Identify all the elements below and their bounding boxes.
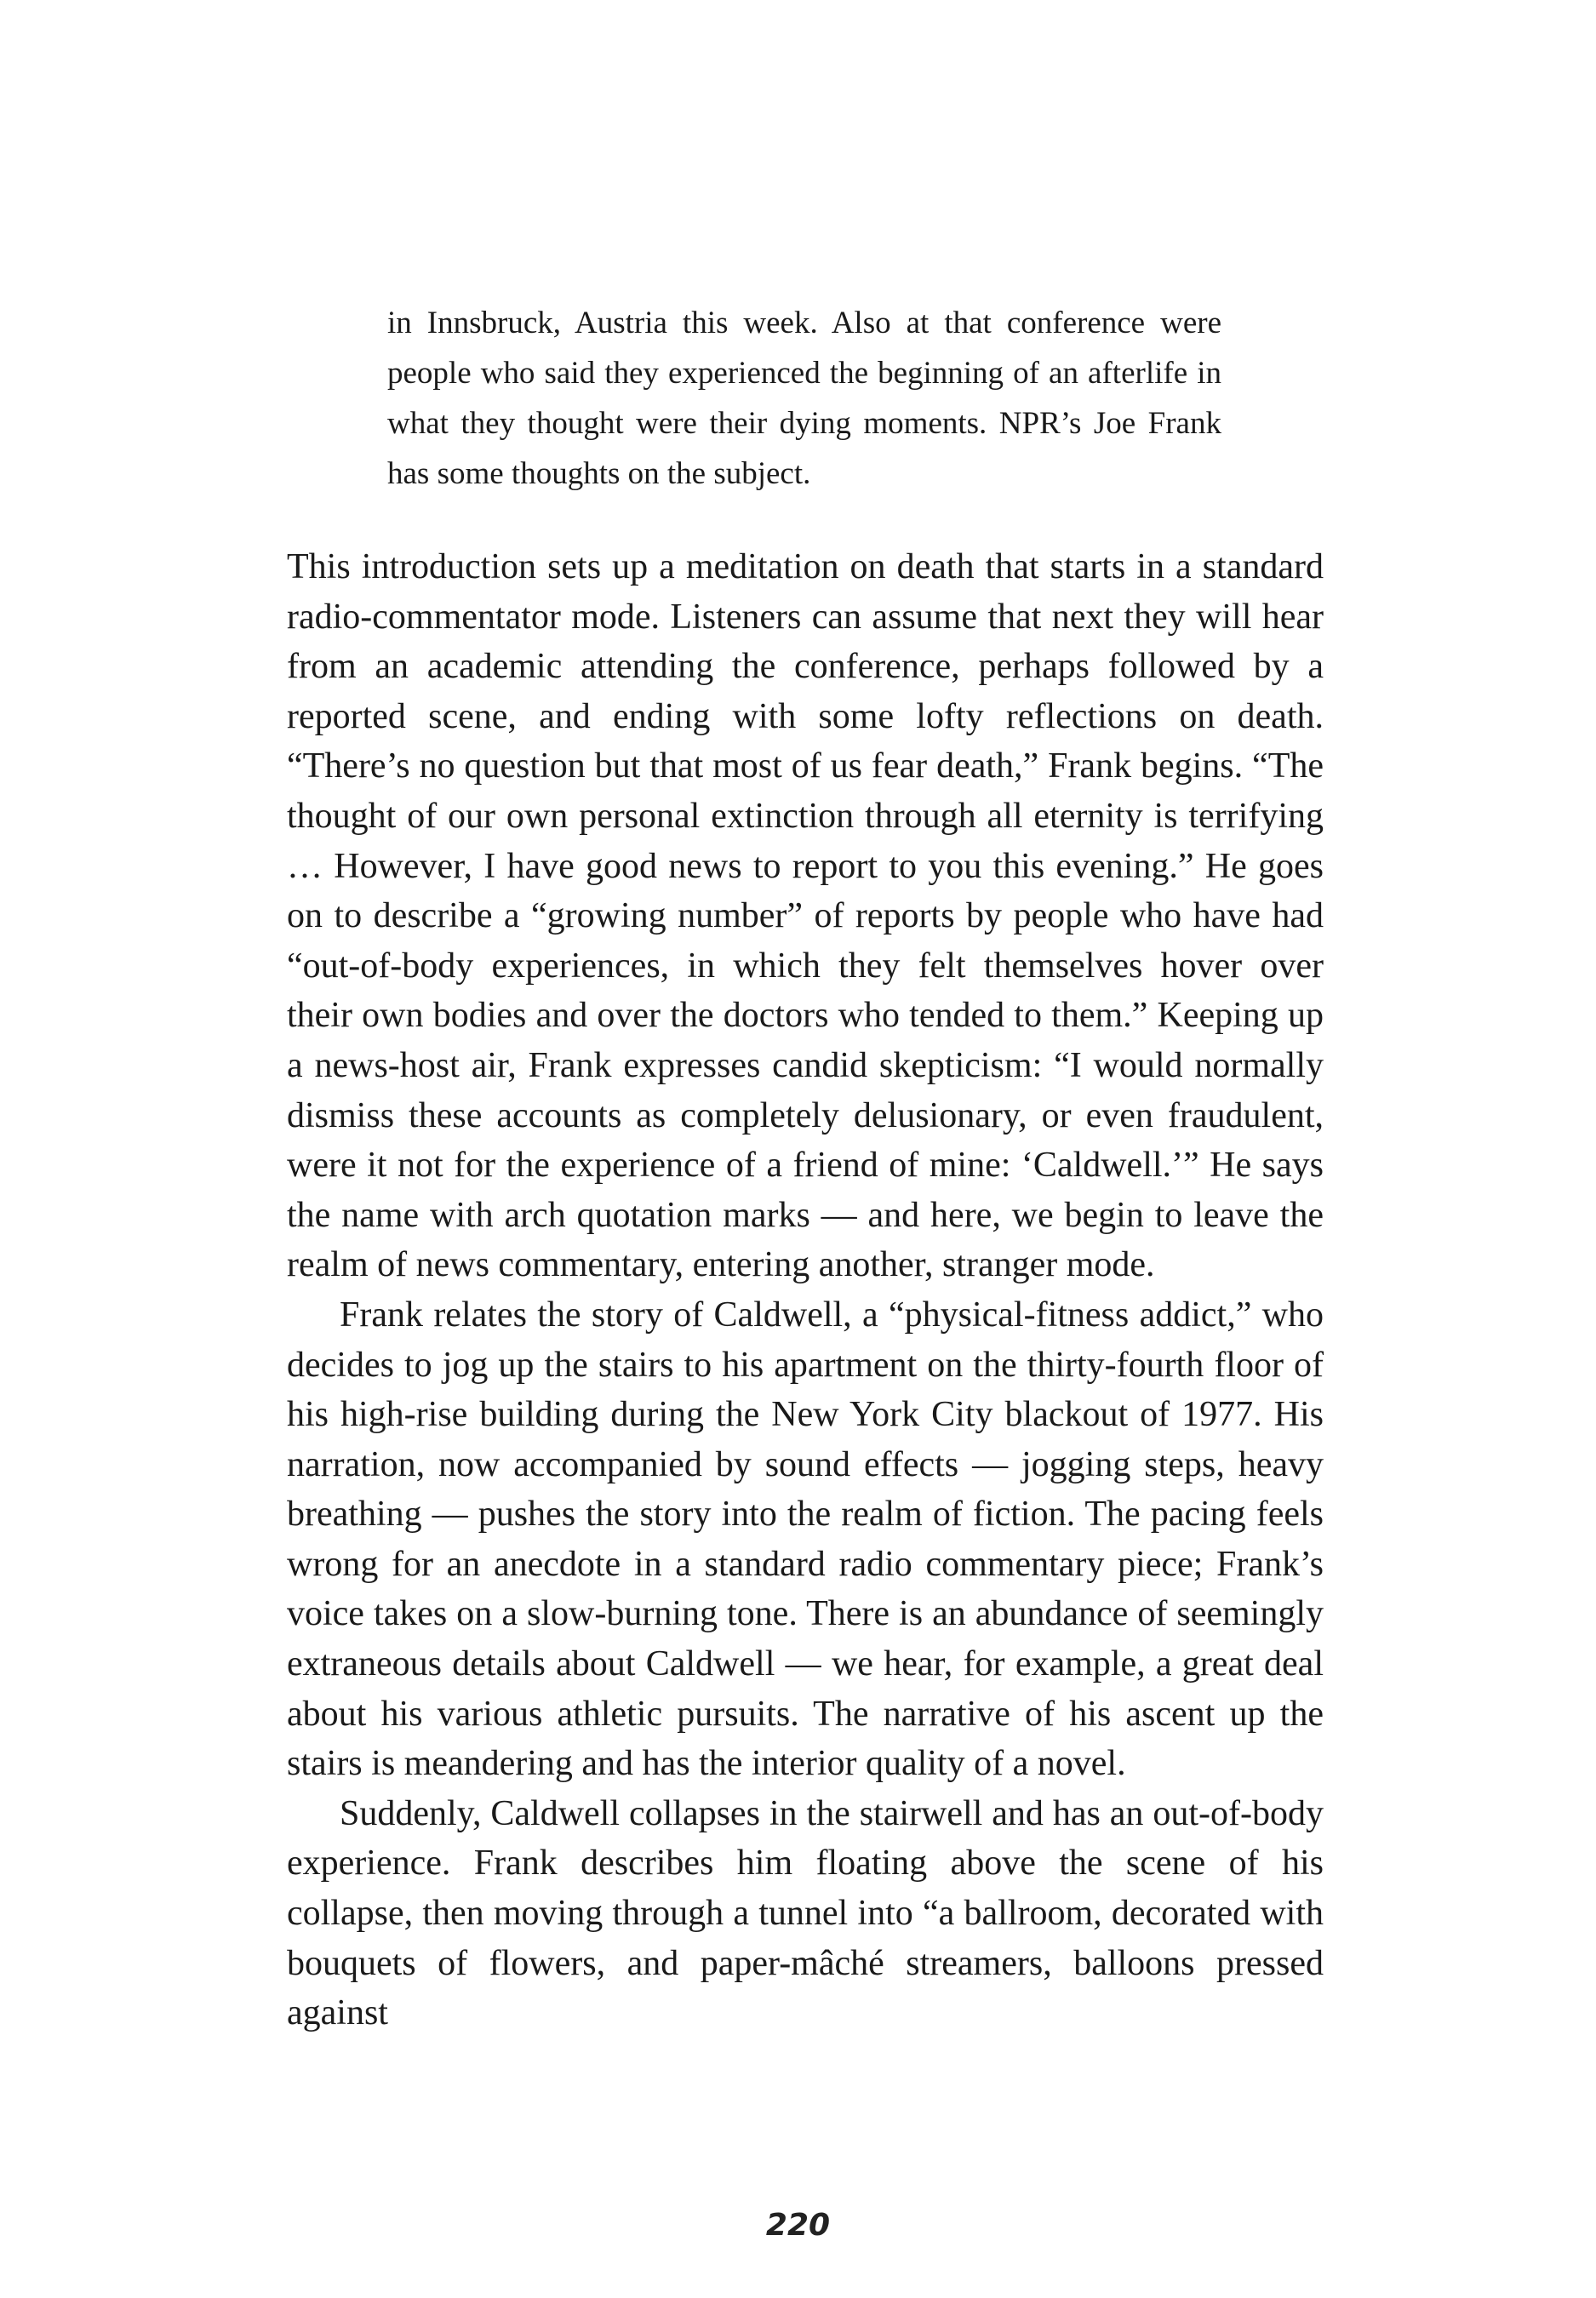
page-number: 220 [765,2208,831,2243]
block-quote-text-after: ’s Joe Frank has some thoughts on the subject. [387,406,1221,491]
paragraph-1: This introduction sets up a meditation on death that starts in a standard radio-commentator mode. Listeners can assume that next they will hear from an academic attending the conference, perhaps followed by a reported scene, and ending with some lofty reflections on death. “There’s no question but that most of us fear death,” Frank begins. “The thought of our own personal extinction through all eternity is terrifying … However, I have good news to report to you this evening.” He goes on to describe a “growing number” of reports by people who have had “out-of-body experiences, in which they felt themselves hover over their own bodies and over the doctors who tended to them.” Keeping up a news-host air, Frank expresses candid skepticism: “I would normally dismiss these accounts as completely delusionary, or even fraudulent, were it not for the experience of a friend of mine: ‘Caldwell.’” He says the name with arch quotation marks — and here, we begin to leave the realm of news commentary, entering another, stranger mode. [287,547,1324,1285]
paragraph-2: Frank relates the story of Caldwell, a “physical-fitness addict,” who decides to jog up the stairs to his apartment on the thirty-fourth floor of his high-rise building during the New York City blackout of 1977. His narration, now accompanied by sound effects — jogging steps, heavy breathing — pushes the story into the realm of fiction. The pacing feels wrong for an anecdote in a standard radio commentary piece; Frank’s voice takes on a slow-burning tone. There is an abundance of seemingly extraneous details about Caldwell — we hear, for example, a great deal about his various athletic pursuits. The narrative of his ascent up the stairs is meandering and has the interior quality of a novel. [287,1295,1324,1784]
paragraph-3: Suddenly, Caldwell collapses in the stairwell and has an out-of-body experience. Frank describes him floating above the scene of his collapse, then moving through a tunnel into “a ballroom, decorated with bouquets of flowers, and paper-mâché streamers, balloons pressed against [287,1793,1324,2033]
block-quote-text-before: in Innsbruck, Austria this week. Also at that conference were people who said they experienced the beginning of an afterlife in what they thought were their dying moments. [387,306,1221,441]
body-text [287,542,1324,2038]
block-quote [387,298,1221,499]
block-quote-acronym: NPR [998,406,1061,441]
block-quote-paragraph [387,298,1221,499]
